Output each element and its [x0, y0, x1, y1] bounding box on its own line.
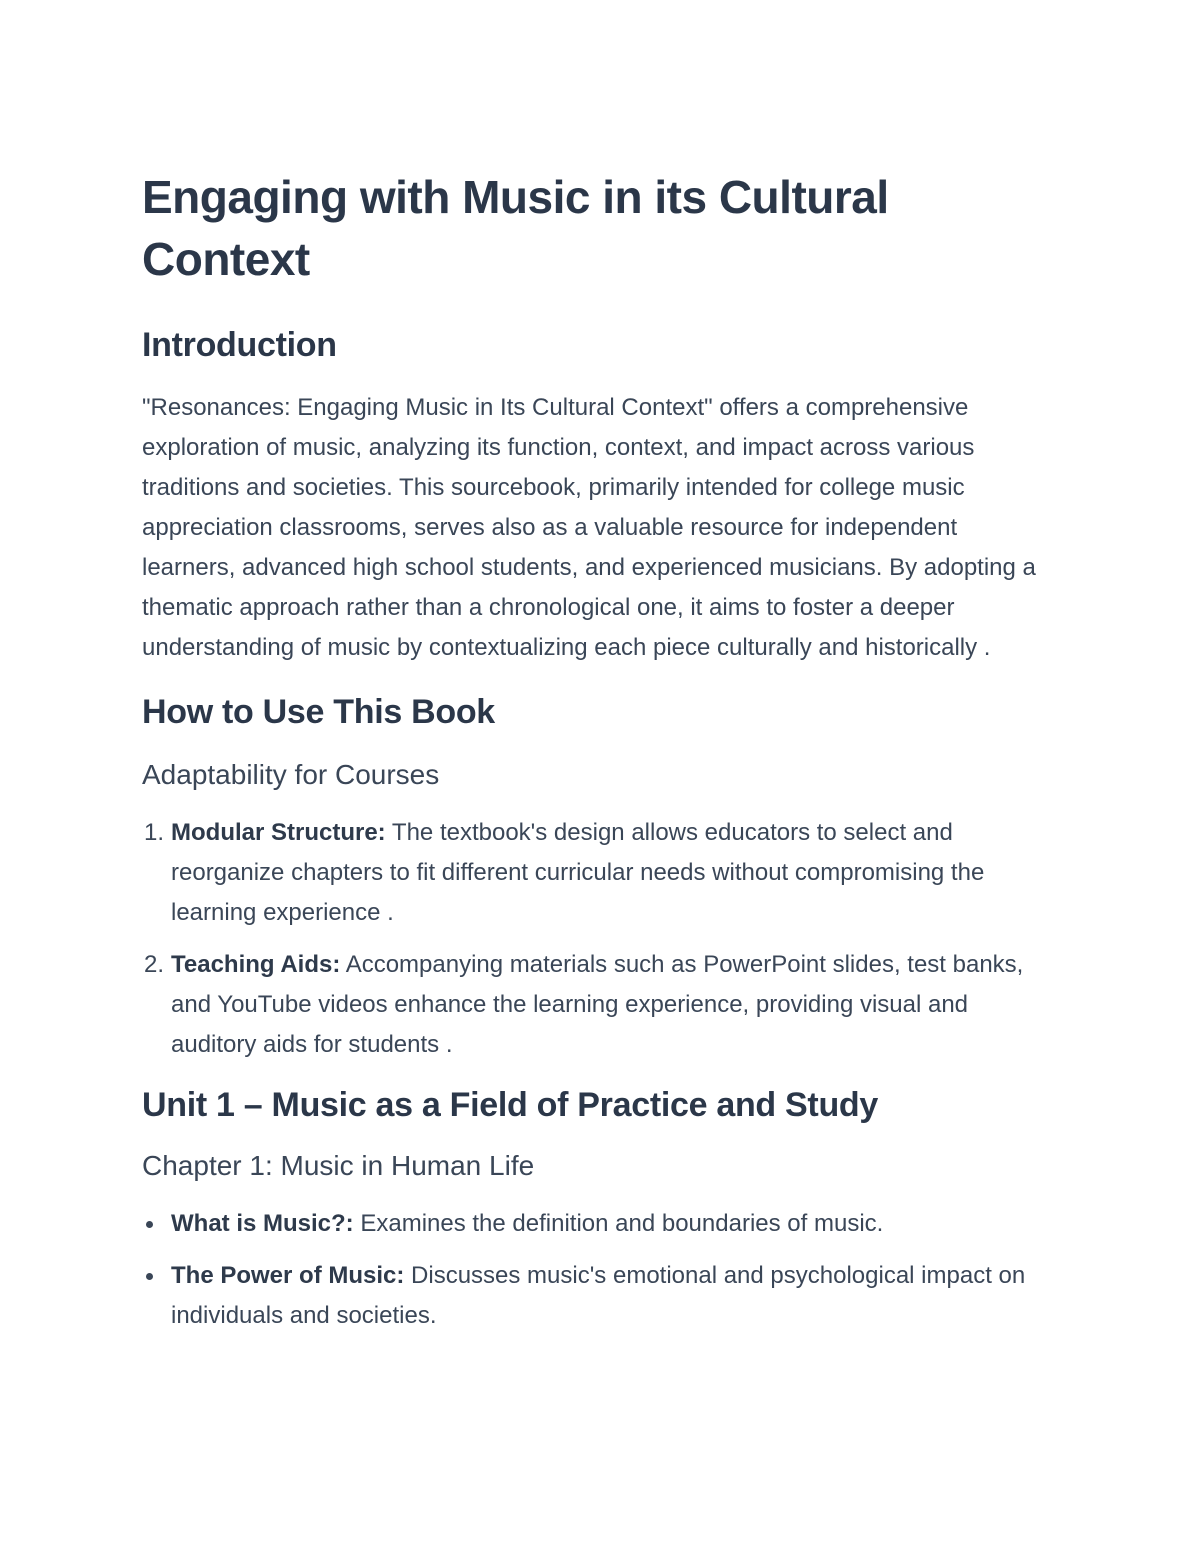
chapter-1-subheading: Chapter 1: Music in Human Life [142, 1150, 535, 1181]
how-to-use-heading: How to Use This Book [142, 693, 495, 731]
list-item [144, 945, 1057, 1065]
introduction-paragraph: "Resonances: Engaging Music in Its Cultural Context" offers a comprehensive exploration of music, analyzing its function, context, and impact across various traditions and societies. This sourcebook, primarily intended for college music appreciation classrooms, serves also as a valuable resource for independent learners, advanced high school students, and experienced musicians. By adopting a thematic approach rather than a chronological one, it aims to foster a deeper understanding of music by contextualizing each piece culturally and historically . [142, 394, 1036, 661]
list-item-number: 1. [144, 819, 165, 846]
list-item [171, 1256, 1057, 1336]
adaptability-subheading: Adaptability for Courses [142, 759, 440, 790]
list-item [144, 813, 1057, 933]
chapter-1-list [142, 1204, 1057, 1336]
unit-1-heading: Unit 1 – Music as a Field of Practice and Study [142, 1086, 878, 1124]
list-item-text: Accompanying materials such as PowerPoint slides, test banks, and YouTube videos enhance the learning experience, providing visual and auditory aids for students . [171, 951, 1024, 1058]
list-item-text: Discusses music's emotional and psychological impact on individuals and societies. [171, 1262, 1026, 1329]
list-item-text: The textbook's design allows educators to select and reorganize chapters to fit different curricular needs without compromising the learning experience . [171, 819, 985, 926]
document-page [142, 166, 1057, 1348]
adaptability-list [142, 813, 1057, 1065]
list-item-text: Examines the definition and boundaries of music. [353, 1210, 884, 1237]
bullet-icon [146, 1273, 153, 1280]
list-item-term: The Power of Music: [171, 1262, 405, 1289]
list-item-number: 2. [144, 951, 165, 978]
introduction-heading: Introduction [142, 326, 337, 364]
list-item-term: What is Music?: [171, 1210, 354, 1237]
bullet-icon [146, 1221, 153, 1228]
list-item [171, 1204, 1057, 1244]
list-item-term: Modular Structure: [171, 819, 386, 846]
list-item-term: Teaching Aids: [171, 951, 341, 978]
document-title: Engaging with Music in its Cultural Context [142, 171, 889, 285]
